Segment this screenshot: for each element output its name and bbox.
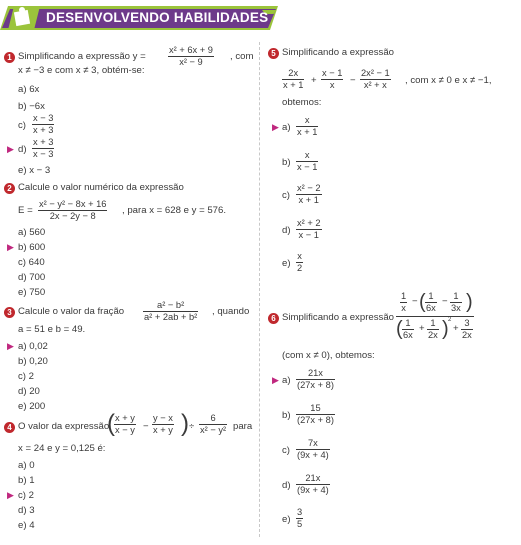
q6-bot-frac xyxy=(461,318,473,341)
q1-option-a[interactable]: a) 6x xyxy=(18,84,40,95)
q2-frac-den: 2x − 2y − 8 xyxy=(49,211,96,221)
q3-intro: Calcule o valor da fração xyxy=(18,306,125,317)
q6-option-d-fraction xyxy=(296,473,330,496)
q6-top-inner-1 xyxy=(425,291,437,314)
banner-title: DESENVOLVENDO HABILIDADES xyxy=(46,10,269,25)
q6-top-right-paren: ) xyxy=(466,291,473,313)
q6-option-b-fraction xyxy=(296,403,335,426)
q4-conditions: x = 24 e y = 0,125 é: xyxy=(18,443,106,454)
q6-option-d[interactable]: d) xyxy=(282,480,291,491)
q5-e-num: x xyxy=(297,251,302,261)
q6-condition: (com x ≠ 0), obtemos: xyxy=(282,350,375,361)
q4-minus: − xyxy=(143,421,149,432)
q4-f1-num: x + y xyxy=(115,413,135,423)
q3-option-b[interactable]: b) 0,20 xyxy=(18,356,48,367)
q6-main-fraction-bar xyxy=(396,316,474,317)
q6-top-f1-num: 1 xyxy=(401,291,407,301)
q6-bot-inner-2 xyxy=(427,318,439,341)
q5-fraction-2 xyxy=(321,68,343,91)
q6-e-num: 3 xyxy=(297,507,303,517)
q6-top-inner-minus: − xyxy=(442,296,448,307)
q5-fraction-3 xyxy=(360,68,391,91)
q6-bot-left-paren: ( xyxy=(396,318,403,340)
q4-fraction-2 xyxy=(152,413,174,436)
q6-option-e[interactable]: e) xyxy=(282,514,291,525)
q2-intro: Calcule o valor numérico da expressão xyxy=(18,182,184,193)
q1-option-d-fraction xyxy=(32,137,54,160)
q6-bot-in2-den: 2x xyxy=(428,330,438,340)
q6-bot-in2-num: 1 xyxy=(427,318,439,330)
question-number-6: 6 xyxy=(268,313,279,324)
q6-option-b[interactable]: b) xyxy=(282,410,291,421)
q5-e-den: 2 xyxy=(297,263,303,273)
q2-option-b[interactable]: b) 600 xyxy=(18,242,46,253)
q5-f2-num: x − 1 xyxy=(322,68,343,78)
q1-option-b[interactable]: b) −6x xyxy=(18,101,45,112)
q4-option-c[interactable]: c) 2 xyxy=(18,490,34,501)
q6-top-in1-den: 6x xyxy=(426,303,436,313)
q5-option-b[interactable]: b) xyxy=(282,157,291,168)
q2-fraction xyxy=(38,199,107,222)
q4-intro: O valor da expressão xyxy=(18,421,110,432)
q6-top-in1-num: 1 xyxy=(425,291,437,303)
q6-b-num: 15 xyxy=(296,403,335,415)
q6-option-a[interactable]: a) xyxy=(282,375,291,386)
q4-option-e[interactable]: e) 4 xyxy=(18,520,35,531)
q5-c-num: x² − 2 xyxy=(297,183,321,193)
answer-arrow-icon: ▶ xyxy=(7,490,14,500)
q3-conditions: a = 51 e b = 49. xyxy=(18,324,86,335)
q6-bot-exponent: 2 xyxy=(448,317,452,323)
q6-top-in2-num: 1 xyxy=(450,291,462,303)
question-number-5: 5 xyxy=(268,48,279,59)
q5-option-d-fraction xyxy=(296,218,322,241)
q3-frac-den: a² + 2ab + b² xyxy=(144,312,198,322)
q6-c-den: (9x + 4) xyxy=(297,450,329,460)
q6-intro: Simplificando a expressão xyxy=(282,312,394,323)
question-number-4: 4 xyxy=(4,422,15,433)
q6-d-den: (9x + 4) xyxy=(297,485,329,495)
q6-top-minus: − xyxy=(412,296,418,307)
q3-option-e[interactable]: e) 200 xyxy=(18,401,46,412)
q4-right-paren: ) xyxy=(181,410,189,437)
q5-tail: , com x ≠ 0 e x ≠ −1, xyxy=(405,75,492,86)
section-banner xyxy=(0,0,290,34)
q4-tail: para xyxy=(233,421,253,432)
q5-plus: + xyxy=(311,75,317,86)
answer-arrow-icon: ▶ xyxy=(272,122,279,132)
q1-c-num: x − 3 xyxy=(33,113,54,123)
q6-bot-plus: + xyxy=(419,323,425,334)
q5-option-c[interactable]: c) xyxy=(282,190,290,201)
q4-f2-num: y − x xyxy=(153,413,173,423)
q4-fraction-3 xyxy=(199,413,227,436)
question-number-1: 1 xyxy=(4,52,15,63)
q1-frac-num: x² + 6x + 9 xyxy=(169,45,213,55)
q6-option-e-fraction xyxy=(296,507,303,530)
q5-f3-den: x² + x xyxy=(363,80,387,90)
q1-conditions: x ≠ −3 e com x ≠ 3, obtém-se: xyxy=(18,65,145,76)
q1-c-den: x + 3 xyxy=(33,125,54,135)
q4-option-d[interactable]: d) 3 xyxy=(18,505,35,516)
answer-arrow-icon: ▶ xyxy=(272,375,279,385)
q1-intro: Simplificando a expressão y = xyxy=(18,51,146,62)
q5-option-c-fraction xyxy=(296,183,322,206)
q1-option-c-fraction xyxy=(32,113,54,136)
q6-bot-inner-1 xyxy=(402,318,414,341)
q3-option-d[interactable]: d) 20 xyxy=(18,386,40,397)
q1-option-d[interactable]: d) xyxy=(18,144,27,155)
q5-option-a[interactable]: a) xyxy=(282,122,291,133)
q3-tail: , quando xyxy=(212,306,250,317)
q1-d-den: x − 3 xyxy=(33,149,54,159)
q5-minus: − xyxy=(350,75,356,86)
q6-bot-plus-2: + xyxy=(453,323,459,334)
q6-top-inner-2 xyxy=(450,291,462,314)
q6-option-c-fraction xyxy=(296,438,330,461)
q3-option-a[interactable]: a) 0,02 xyxy=(18,341,48,352)
q6-option-c[interactable]: c) xyxy=(282,445,290,456)
q5-f3-num: 2x² − 1 xyxy=(361,68,390,78)
q5-c-den: x + 1 xyxy=(298,195,319,205)
q6-a-den: (27x + 8) xyxy=(297,380,334,390)
q2-option-c[interactable]: c) 640 xyxy=(18,257,45,268)
q6-top-f1-den: x xyxy=(401,303,406,313)
q1-option-c[interactable]: c) xyxy=(18,120,26,131)
q6-top-left-paren: ( xyxy=(419,291,426,313)
q1-d-num: x + 3 xyxy=(33,137,54,147)
q5-d-den: x − 1 xyxy=(298,230,319,240)
q5-f1-num: 2x xyxy=(282,68,304,80)
q5-option-e[interactable]: e) xyxy=(282,258,291,269)
question-number-2: 2 xyxy=(4,183,15,194)
q1-tail: , com xyxy=(230,51,254,62)
q6-top-frac-1 xyxy=(400,291,407,314)
q1-option-e[interactable]: e) x − 3 xyxy=(18,165,51,176)
q5-option-a-fraction xyxy=(296,115,318,138)
q6-bot-f-den: 2x xyxy=(462,330,472,340)
q5-a-num: x xyxy=(296,115,318,127)
q4-option-b[interactable]: b) 1 xyxy=(18,475,35,486)
answer-arrow-icon: ▶ xyxy=(7,242,14,252)
q4-fraction-1 xyxy=(114,413,136,436)
q6-bot-right-paren: ) xyxy=(442,318,449,340)
q6-bot-f-num: 3 xyxy=(461,318,473,330)
q2-frac-num: x² − y² − 8x + 16 xyxy=(39,199,107,209)
q6-bot-in1-den: 6x xyxy=(403,330,413,340)
q6-bot-in1-num: 1 xyxy=(402,318,414,330)
answer-arrow-icon: ▶ xyxy=(7,341,14,351)
q3-option-c[interactable]: c) 2 xyxy=(18,371,34,382)
q3-frac-num: a² − b² xyxy=(143,300,198,312)
q6-option-a-fraction xyxy=(296,368,335,391)
q5-obtemos: obtemos: xyxy=(282,97,322,108)
q5-b-num: x xyxy=(296,150,318,162)
q2-lhs: E = xyxy=(18,205,33,216)
q1-fraction xyxy=(168,45,214,68)
q5-f2-den: x xyxy=(329,80,335,90)
q2-option-e[interactable]: e) 750 xyxy=(18,287,46,298)
q4-divide: ÷ xyxy=(189,421,195,432)
q6-compound-fraction xyxy=(396,291,474,343)
q5-fraction-1 xyxy=(282,68,304,91)
answer-arrow-icon: ▶ xyxy=(7,144,14,154)
q5-b-den: x − 1 xyxy=(297,162,318,172)
question-number-3: 3 xyxy=(4,307,15,318)
q5-option-d[interactable]: d) xyxy=(282,225,291,236)
q5-f1-den: x + 1 xyxy=(283,80,304,90)
q6-d-num: 21x xyxy=(296,473,330,485)
q6-b-den: (27x + 8) xyxy=(297,415,334,425)
q4-f3-num: 6 xyxy=(199,413,227,425)
q6-c-num: 7x xyxy=(296,438,330,450)
q5-a-den: x + 1 xyxy=(297,127,318,137)
q6-a-num: 21x xyxy=(296,368,335,380)
q5-intro: Simplificando a expressão xyxy=(282,47,394,58)
q6-e-den: 5 xyxy=(297,519,303,529)
q1-frac-den: x² − 9 xyxy=(179,57,203,67)
q2-option-a[interactable]: a) 560 xyxy=(18,227,46,238)
q5-option-e-fraction xyxy=(296,251,303,274)
q4-f3-den: x² − y² xyxy=(200,425,227,435)
q5-d-num: x² + 2 xyxy=(297,218,321,228)
q3-fraction xyxy=(143,300,198,323)
q2-option-d[interactable]: d) 700 xyxy=(18,272,46,283)
q5-option-b-fraction xyxy=(296,150,318,173)
column-divider xyxy=(259,42,260,537)
q4-f1-den: x − y xyxy=(115,425,135,435)
q2-tail: , para x = 628 e y = 576. xyxy=(122,205,227,216)
q4-option-a[interactable]: a) 0 xyxy=(18,460,35,471)
q6-top-in2-den: 3x xyxy=(451,303,461,313)
q4-f2-den: x + y xyxy=(153,425,173,435)
q4-left-paren: ( xyxy=(107,410,115,437)
